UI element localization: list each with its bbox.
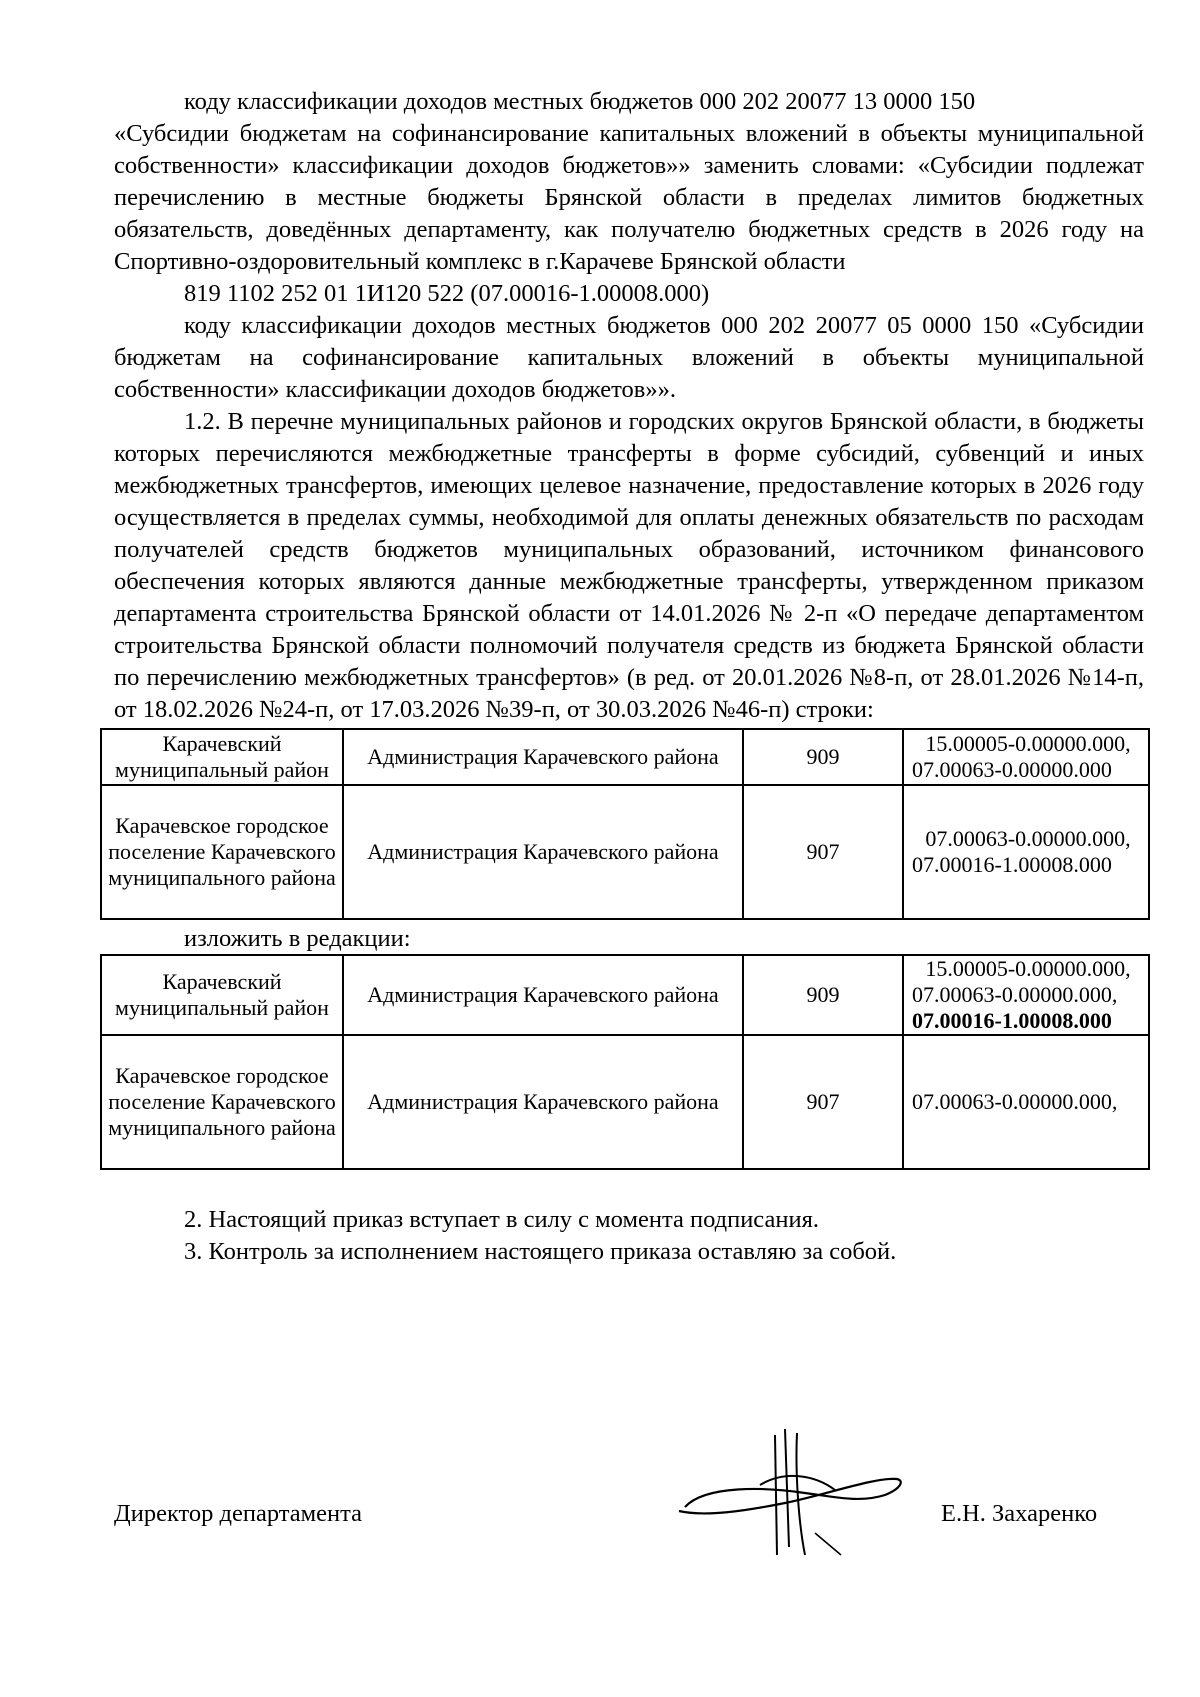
table-row — [101, 955, 1149, 1035]
cell-name: Карачевское городское поселение Карачевского муниципального района — [101, 1035, 343, 1169]
signature-name: Е.Н. Захаренко — [941, 1500, 1098, 1527]
cell-name: Карачевский муниципальный район — [101, 955, 343, 1035]
cell-name: Карачевский муниципальный район — [101, 729, 343, 785]
cell-admin: Администрация Карачевского района — [343, 785, 743, 919]
item-3: 3. Контроль за исполнением настоящего приказа оставляю за собой. — [184, 1238, 897, 1265]
value-line: 07.00063-0.00000.000, — [912, 982, 1118, 1007]
cell-code: 907 — [743, 1035, 903, 1169]
cell-values — [903, 955, 1149, 1035]
paragraph-4: 1.2. В перечне муниципальных районов и городских округов Брянской области, в бюджеты которых перечисляются межбюджетные трансферты в форме субсидий, субвенций и иных межбюджетных трансфертов, имеющих целевое назначение, предоставление которых в 2026 году осуществляется в пределах суммы, необходимой для оплаты денежных обязательств по расходам получателей средств бюджетов муниципальных образований, источником финансового обеспечения которых являются данные межбюджетные трансферты, утвержденном приказом департамента строительства Брянской области от 14.01.2026 № 2-п «О передаче департаментом строительства Брянской области полномочий получателя средств из бюджета Брянской области по перечислению межбюджетных трансфертов» (в ред. от 20.01.2026 №8-п, от 28.01.2026 №14-п, от 18.02.2026 №24-п, от 17.03.2026 №39-п, от 30.03.2026 №46-п) строки: — [114, 408, 1144, 723]
item-2: 2. Настоящий приказ вступает в силу с момента подписания. — [184, 1206, 819, 1233]
cell-admin: Администрация Карачевского района — [343, 729, 743, 785]
value-line-bold: 07.00016-1.00008.000 — [912, 1008, 1112, 1033]
cell-code: 907 — [743, 785, 903, 919]
cell-code: 909 — [743, 729, 903, 785]
cell-values — [903, 785, 1149, 919]
value-line: 15.00005-0.00000.000, — [925, 731, 1131, 756]
table-row — [101, 729, 1149, 785]
paragraph-1b: «Субсидии бюджетам на софинансирование капитальных вложений в объекты муниципальной собственности» классификации доходов бюджетов»» заменить словами: «Субсидии подлежат перечислению в местные бюджеты Брянской области в пределах лимитов бюджетных обязательств, доведённых департаменту, как получателю бюджетных средств в 2026 году на Спортивно-оздоровительный комплекс в г.Карачеве Брянской области — [114, 120, 1144, 275]
cell-admin: Администрация Карачевского района — [343, 1035, 743, 1169]
value-line: 07.00063-0.00000.000 — [912, 757, 1112, 782]
handwritten-signature — [665, 1415, 925, 1565]
paragraph-3: коду классификации доходов местных бюджетов 000 202 20077 05 0000 150 «Субсидии бюджетам на софинансирование капитальных вложений в объекты муниципальной собственности» классификации доходов бюджетов»». — [114, 312, 1144, 403]
middle-label: изложить в редакции: — [184, 925, 411, 952]
cell-name: Карачевское городское поселение Карачевского муниципального района — [101, 785, 343, 919]
cell-admin: Администрация Карачевского района — [343, 955, 743, 1035]
table-old — [100, 728, 1150, 920]
value-line: 07.00063-0.00000.000, — [925, 826, 1131, 851]
document-body — [108, 86, 1144, 1268]
value-line: 07.00063-0.00000.000, — [912, 1089, 1118, 1114]
paragraph-2: 819 1102 252 01 1И120 522 (07.00016-1.00008.000) — [184, 280, 710, 307]
paragraph-1a: коду классификации доходов местных бюджетов 000 202 20077 13 0000 150 — [184, 88, 976, 115]
signature-position: Директор департамента — [114, 1500, 363, 1527]
table-row — [101, 785, 1149, 919]
cell-values — [903, 729, 1149, 785]
cell-code: 909 — [743, 955, 903, 1035]
value-line: 15.00005-0.00000.000, — [925, 956, 1131, 981]
cell-values — [903, 1035, 1149, 1169]
table-row — [101, 1035, 1149, 1169]
value-line: 07.00016-1.00008.000 — [912, 852, 1112, 877]
table-new — [100, 954, 1150, 1170]
